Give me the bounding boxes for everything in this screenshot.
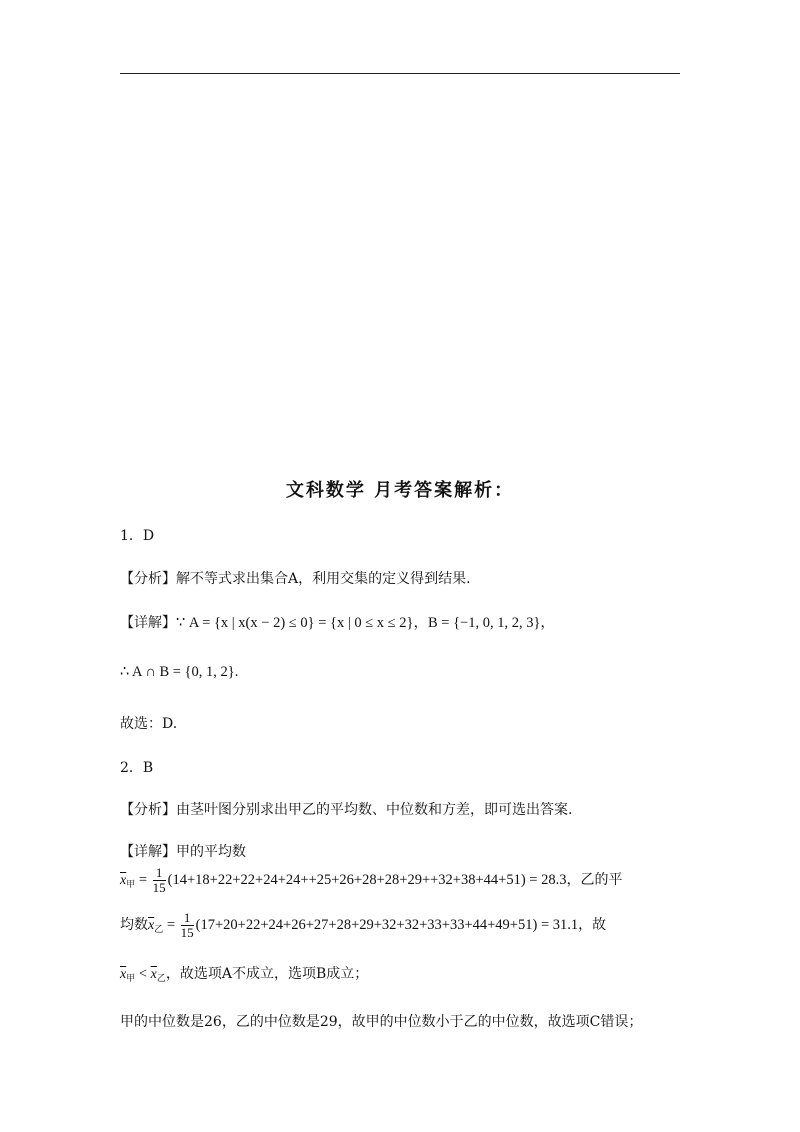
mean-yi-subscript: 乙 (154, 925, 164, 936)
page-title: 文科数学 月考答案解析： (285, 480, 515, 501)
mean-jia-expression: (14+18+22+22+24+24++25+26+28+28+29++32+38+44+51) = 28.3 (167, 872, 567, 889)
compare-relation: < (135, 966, 151, 982)
q1-therefore: ∴ A ∩ B = {0, 1, 2}. (120, 664, 239, 680)
mean-yi-fraction: $\frac{1}{15}$ (180, 910, 194, 940)
q1-detail (120, 611, 555, 632)
mean-jia-subscript: 甲 (126, 880, 136, 891)
q1-detail-tag: 【详解】 (120, 615, 176, 631)
q2-median: 甲的中位数是26，乙的中位数是29，故甲的中位数小于乙的中位数，故选项C错误； (120, 1014, 643, 1030)
q1-number: 1．D (120, 528, 155, 544)
mean-yi-expression: (17+20+22+24+26+27+28+29+32+32+33+33+44+49+51) = 31.1 (195, 917, 579, 934)
q2-compare: $\overline{x}_甲 < \overline{x}_乙$，故选项A不成立，选项B成立； (120, 966, 369, 984)
q2-mean-yi: 均数$\overline{x}_乙$ = $\frac{1}{15}$ (17+20+22+24+26+27+28+29+32+32+33+33+44+49+51) = 31.1，故 (120, 910, 607, 940)
compare-text: ，故选项A不成立，选项B成立； (165, 966, 369, 982)
header-rule (120, 73, 680, 74)
mean-jia-tail: ，乙的平 (566, 872, 623, 889)
mean-yi-symbol: $\overline{x}$ (148, 918, 155, 934)
mean-jia-symbol: $\overline{x}$ (120, 873, 127, 889)
mean-yi-lead: 均数 (120, 917, 148, 934)
q2-detail-head: 【详解】甲的平均数 (120, 844, 246, 860)
mean-yi-tail: ，故 (578, 917, 607, 934)
mean-jia-fraction: $\frac{1}{15}$ (152, 865, 166, 895)
q1-analysis: 【分析】解不等式求出集合A，利用交集的定义得到结果. (120, 571, 471, 587)
q1-answer: 故选：D. (120, 716, 178, 732)
q2-mean-jia: $\overline{x}_甲$ = $\frac{1}{15}$ (14+18+22+22+24+24++25+26+28+28+29++32+38+44+51) = 28.3，乙的平 (120, 865, 623, 895)
q1-detail-math: ∵ A = {x | x(x − 2) ≤ 0} = {x | 0 ≤ x ≤ 2}，B = {−1, 0, 1, 2, 3}， (176, 615, 555, 631)
q2-number: 2．B (120, 760, 154, 776)
q2-analysis: 【分析】由茎叶图分别求出甲乙的平均数、中位数和方差，即可选出答案. (120, 802, 573, 818)
